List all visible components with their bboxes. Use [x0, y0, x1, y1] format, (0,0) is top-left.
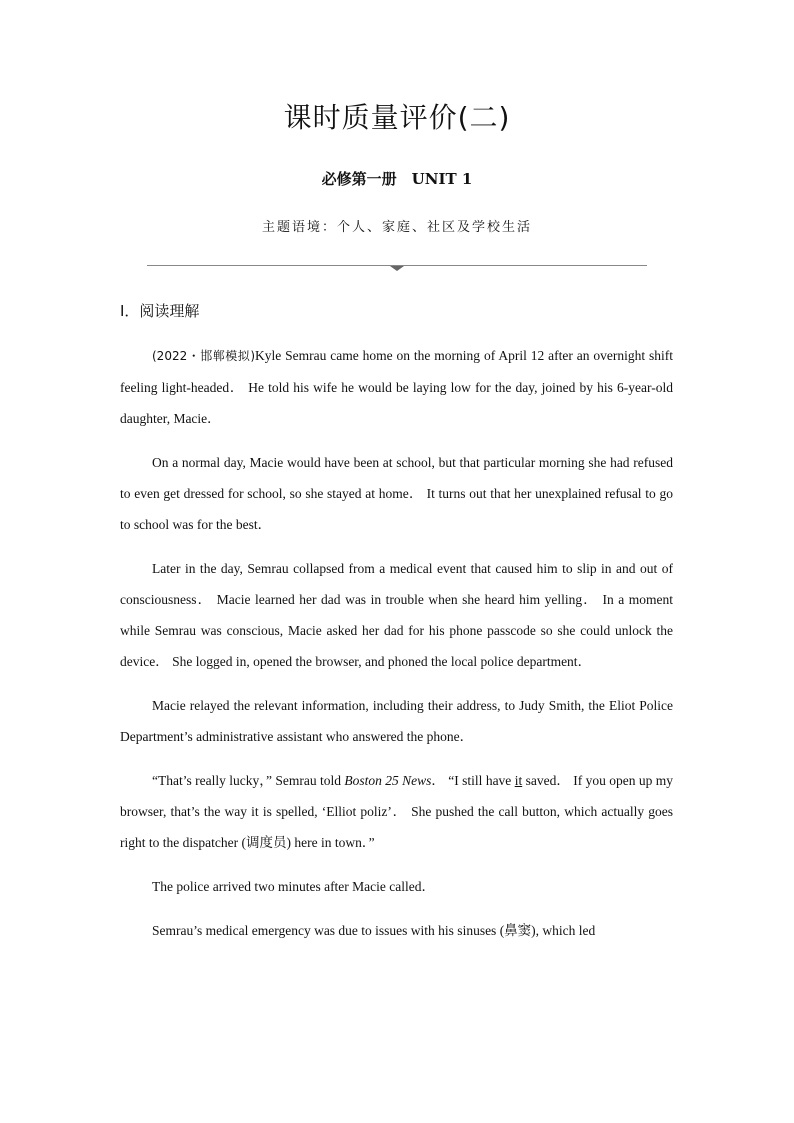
theme-context: 主题语境：个人、家庭、社区及学校生活	[261, 220, 532, 235]
news-source-name: Boston 25 News	[344, 773, 432, 788]
paragraph-5-part-c: saved． If you open up my browser, that’s the way it is spelled, ‘Elliot poliz’． She pushed the call button, which actually goes right to the dispatcher (调度员) here in town．”	[120, 773, 673, 850]
section-heading: Ⅰ．阅读理解	[120, 302, 200, 320]
paragraph-4: Macie relayed the relevant information, including their address, to Judy Smith, the Eliot Police Department’s administrative assistant who answered the phone．	[120, 698, 673, 744]
paragraph-2: On a normal day, Macie would have been at school, but that particular morning she had refused to even get dressed for school, so she stayed at home． It turns out that her unexplained refusal to go to school was for the best．	[120, 455, 673, 532]
reading-passage	[120, 340, 673, 959]
paragraph-6: The police arrived two minutes after Macie called．	[152, 879, 436, 894]
underlined-word: it	[514, 773, 523, 788]
paragraph-7: Semrau’s medical emergency was due to issues with his sinuses (鼻窦), which led	[152, 923, 596, 938]
paragraph-1-text: Kyle Semrau came home on the morning of April 12 after an overnight shift feeling light-headed． He told his wife he would be laying low for the day, joined by his 6-year-old daughter, Macie．	[120, 348, 673, 426]
paragraph-5	[120, 765, 673, 858]
paragraph-1	[120, 340, 673, 434]
page-title: 课时质量评价(二)	[283, 101, 511, 134]
source-note: (2022・邯郸模拟)	[152, 349, 256, 363]
divider-arrow-icon	[390, 266, 404, 271]
book-unit-subtitle: 必修第一册 UNIT 1	[321, 170, 473, 188]
paragraph-3: Later in the day, Semrau collapsed from a medical event that caused him to slip in and out of consciousness． Macie learned her dad was in trouble when she heard him yelling． In a moment while Semrau was conscious, Macie asked her dad for his phone passcode so she could unlock the device． She logged in, opened the browser, and phoned the local police department．	[120, 561, 673, 669]
paragraph-5-part-a: “That’s really lucky，” Semrau told	[152, 773, 345, 788]
paragraph-5-part-b: ． “I still have	[431, 773, 515, 788]
